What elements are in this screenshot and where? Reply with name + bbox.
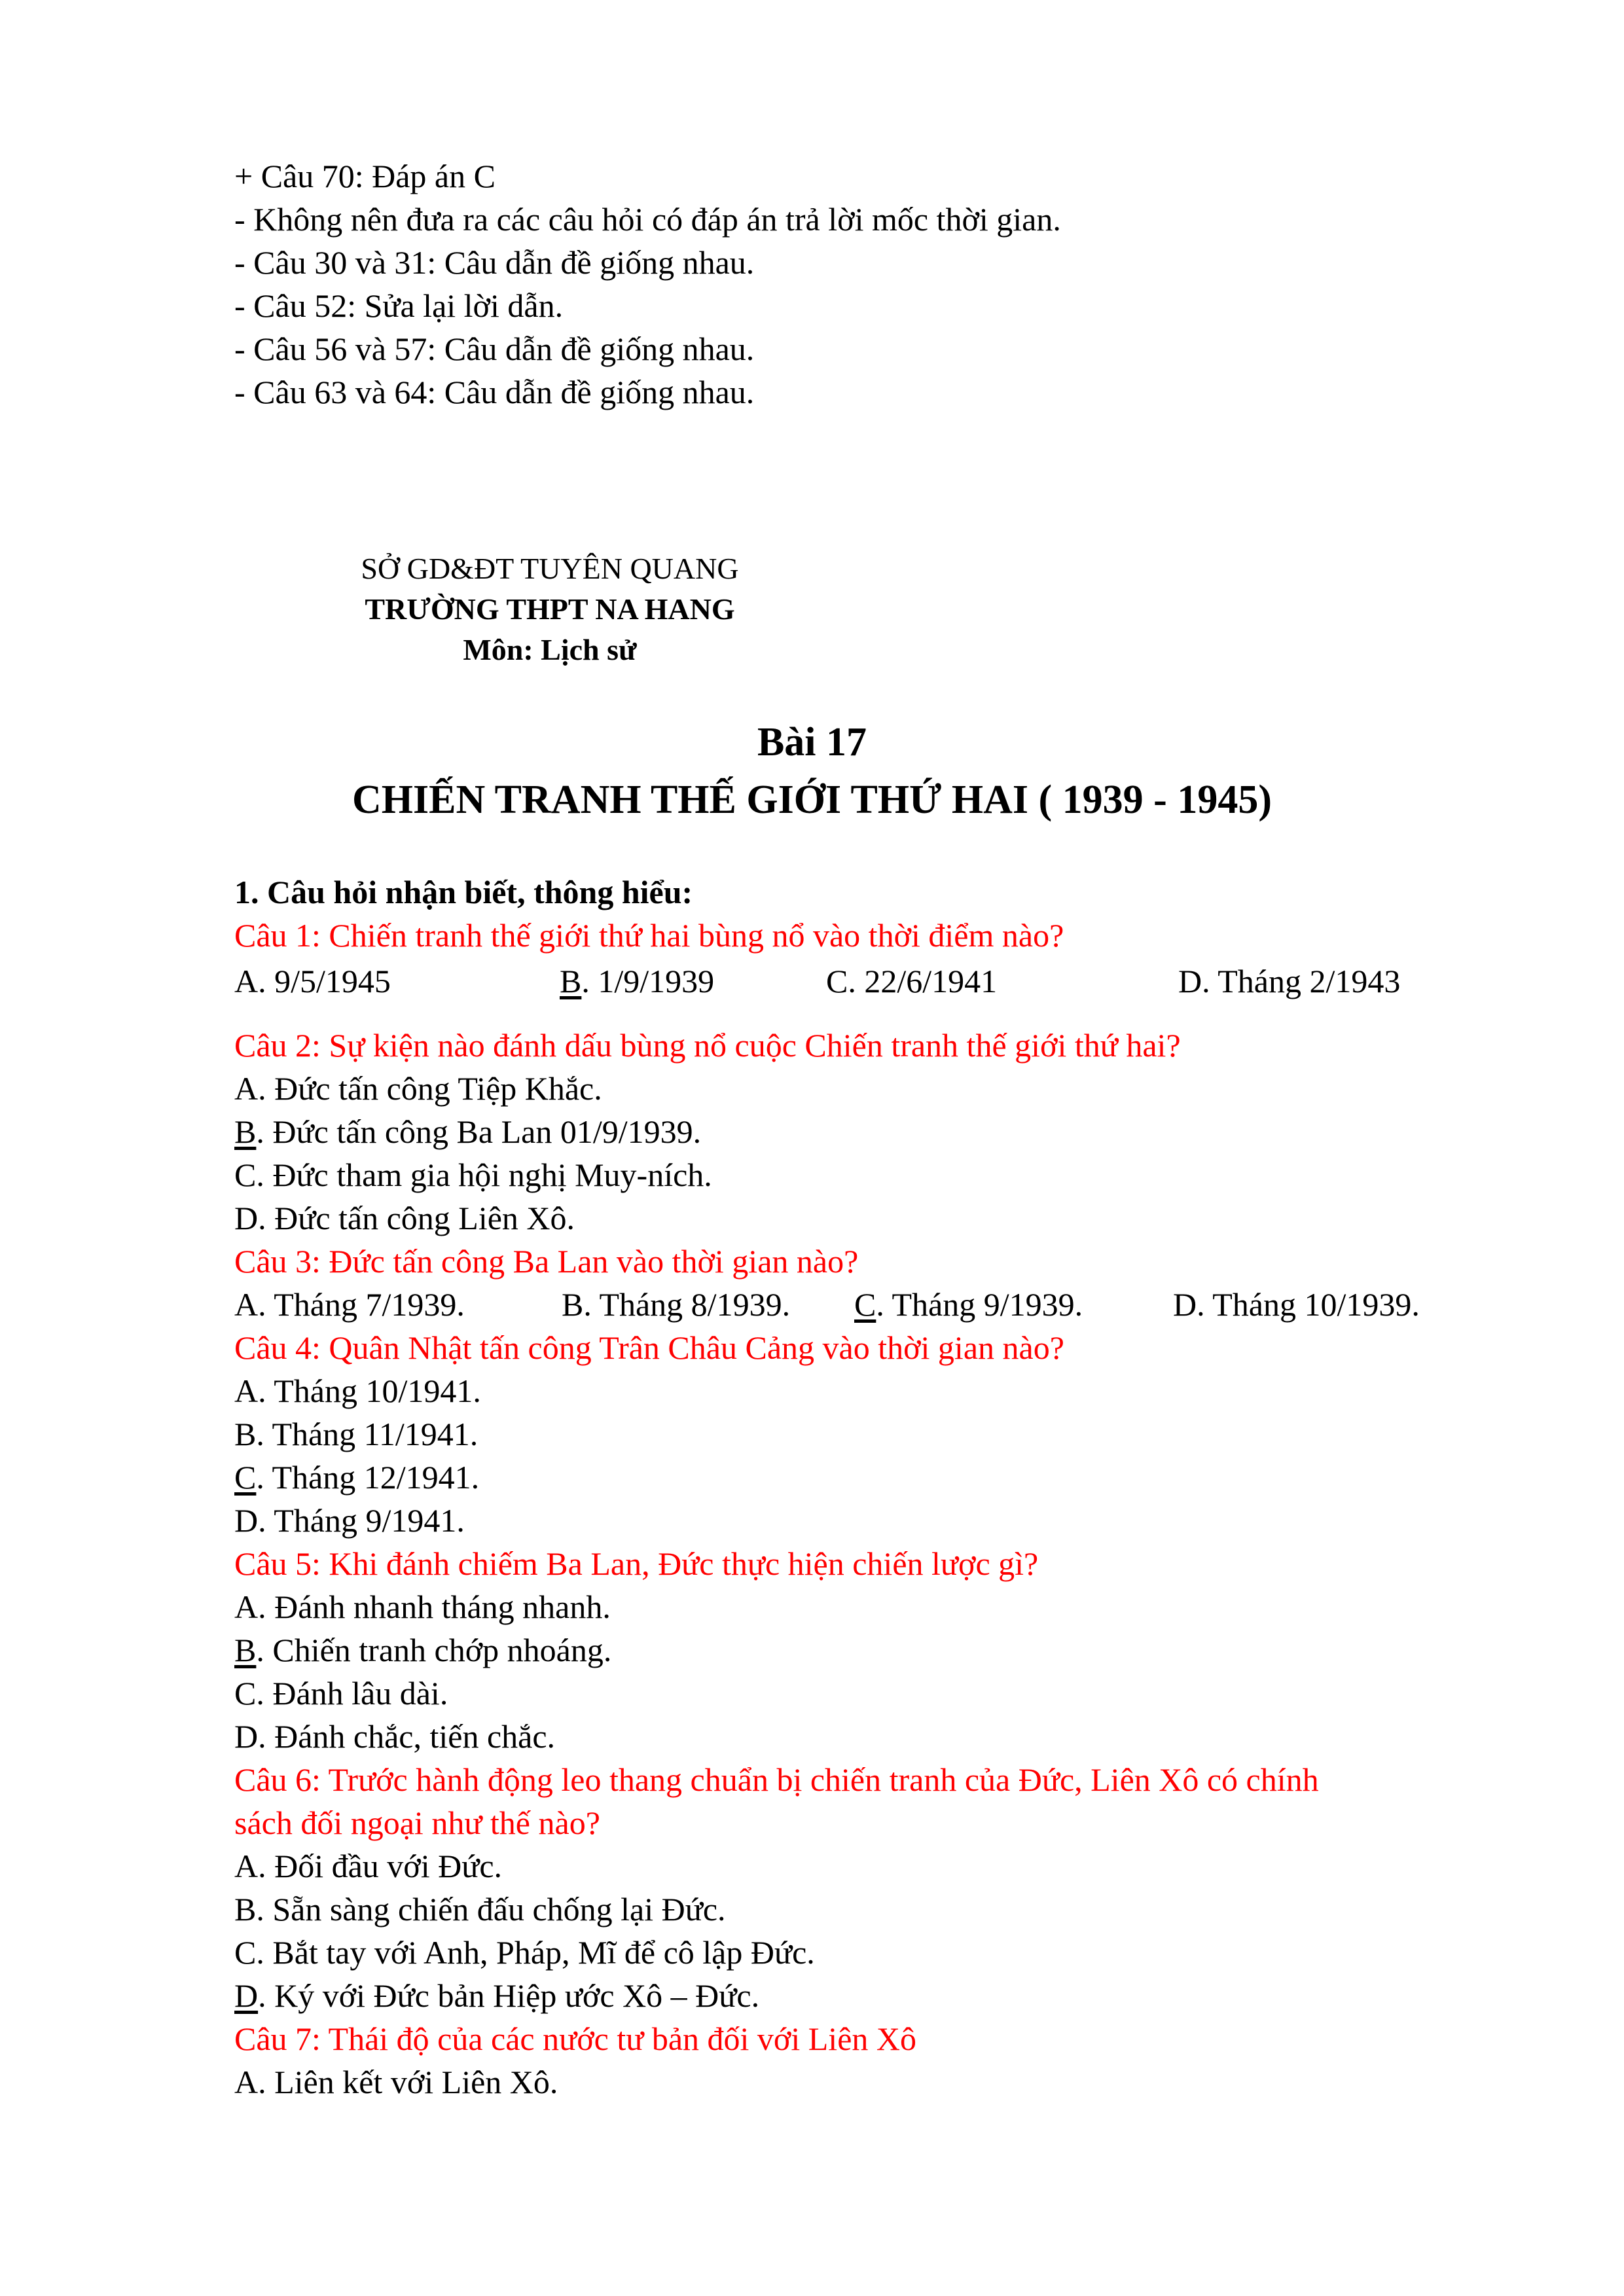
q1-option-b: B. 1/9/1939	[560, 963, 715, 999]
question-2: Câu 2: Sự kiện nào đánh dấu bùng nổ cuộc Chiến tranh thế giới thứ hai?	[234, 1027, 1181, 1064]
q7-option-a: A. Liên kết với Liên Xô.	[234, 2064, 558, 2100]
q6-option-d: D. Ký với Đức bản Hiệp ước Xô – Đức.	[234, 1977, 760, 2014]
subject-name: Môn: Lịch sử	[463, 633, 637, 666]
q6-option-a: A. Đối đầu với Đức.	[234, 1848, 503, 1884]
q5-option-d: D. Đánh chắc, tiến chắc.	[234, 1718, 556, 1755]
q5-option-a: A. Đánh nhanh tháng nhanh.	[234, 1588, 611, 1625]
question-5: Câu 5: Khi đánh chiếm Ba Lan, Đức thực hiện chiến lược gì?	[234, 1545, 1039, 1582]
question-6: Câu 6: Trước hành động leo thang chuẩn bị chiến tranh của Đức, Liên Xô có chính	[234, 1761, 1319, 1798]
q3-option-c: C. Tháng 9/1939.	[854, 1286, 1083, 1323]
question-4: Câu 4: Quân Nhật tấn công Trân Châu Cảng vào thời gian nào?	[234, 1329, 1064, 1366]
q5-option-c: C. Đánh lâu dài.	[234, 1675, 448, 1712]
q6-option-c: C. Bắt tay với Anh, Pháp, Mĩ để cô lập Đức.	[234, 1934, 815, 1971]
q4-option-d: D. Tháng 9/1941.	[234, 1502, 465, 1539]
q2-option-c: C. Đức tham gia hội nghị Muy-ních.	[234, 1157, 712, 1193]
q4-option-a: A. Tháng 10/1941.	[234, 1372, 481, 1409]
q2-option-d: D. Đức tấn công Liên Xô.	[234, 1200, 575, 1236]
question-7: Câu 7: Thái độ của các nước tư bản đối với Liên Xô	[234, 2020, 916, 2057]
q3-option-d: D. Tháng 10/1939.	[1173, 1286, 1420, 1323]
q1-option-d: D. Tháng 2/1943	[1178, 963, 1401, 999]
question-1: Câu 1: Chiến tranh thế giới thứ hai bùng nổ vào thời điểm nào?	[234, 917, 1064, 954]
lesson-number: Bài 17	[757, 720, 867, 764]
q2-option-b: B. Đức tấn công Ba Lan 01/9/1939.	[234, 1113, 702, 1150]
q5-option-b: B. Chiến tranh chớp nhoáng.	[234, 1632, 612, 1668]
q3-option-b: B. Tháng 8/1939.	[562, 1286, 791, 1323]
q4-option-b: B. Tháng 11/1941.	[234, 1416, 478, 1452]
note-line: - Câu 63 và 64: Câu dẫn đề giống nhau.	[234, 374, 755, 410]
note-line: - Câu 30 và 31: Câu dẫn đề giống nhau.	[234, 244, 755, 281]
question-3: Câu 3: Đức tấn công Ba Lan vào thời gian nào?	[234, 1243, 859, 1280]
q4-option-c: C. Tháng 12/1941.	[234, 1459, 480, 1496]
note-line: - Câu 52: Sửa lại lời dẫn.	[234, 287, 564, 324]
note-line: + Câu 70: Đáp án C	[234, 158, 496, 194]
note-line: - Không nên đưa ra các câu hỏi có đáp án trả lời mốc thời gian.	[234, 201, 1061, 238]
q1-option-a: A. 9/5/1945	[234, 963, 391, 999]
lesson-title: CHIẾN TRANH THẾ GIỚI THỨ HAI ( 1939 - 1945)	[352, 778, 1272, 822]
q2-option-a: A. Đức tấn công Tiệp Khắc.	[234, 1070, 602, 1107]
note-line: - Câu 56 và 57: Câu dẫn đề giống nhau.	[234, 331, 755, 367]
q6-option-b: B. Sẵn sàng chiến đấu chống lại Đức.	[234, 1891, 726, 1928]
department-name: SỞ GD&ĐT TUYÊN QUANG	[361, 552, 739, 585]
section-title: 1. Câu hỏi nhận biết, thông hiểu:	[234, 874, 693, 910]
q3-option-a: A. Tháng 7/1939.	[234, 1286, 465, 1323]
question-6-continued: sách đối ngoại như thế nào?	[234, 1804, 600, 1841]
q1-option-c: C. 22/6/1941	[826, 963, 998, 999]
school-name: TRƯỜNG THPT NA HANG	[365, 592, 735, 626]
